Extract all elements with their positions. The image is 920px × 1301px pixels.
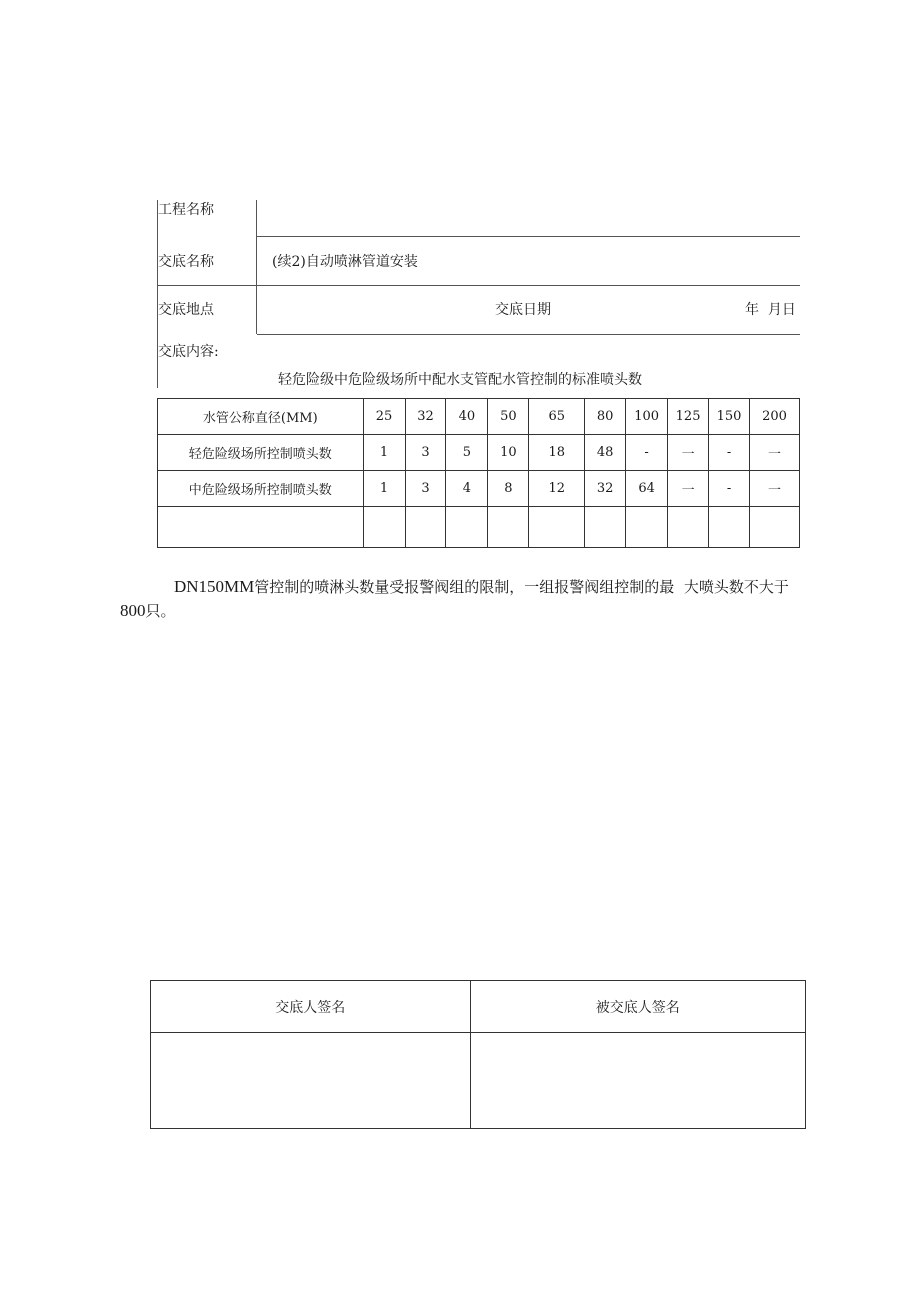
table-cell: 12 xyxy=(529,471,585,507)
table-cell: 8 xyxy=(488,471,529,507)
form-rule-2 xyxy=(157,285,800,286)
date-value: 年 月日 xyxy=(745,302,796,318)
table-cell xyxy=(585,507,626,548)
note-text: 管控制的喷淋头数量受报警阀组的限制，一组报警阀组控制的最 大喷头数不大于 xyxy=(254,578,789,596)
table-row xyxy=(151,981,806,1033)
date-label: 交底日期 xyxy=(495,302,551,318)
table-cell: 64 xyxy=(626,471,668,507)
diameter-cell: 50 xyxy=(488,399,529,435)
content-label: 交底内容: xyxy=(158,344,219,360)
table-cell: - xyxy=(709,471,750,507)
table-row xyxy=(158,399,800,435)
table-cell xyxy=(363,507,405,548)
table-cell: 1 xyxy=(363,471,405,507)
table-row xyxy=(158,471,800,507)
spec-table-caption: 轻危险级中危险级场所中配水支管配水管控制的标准喷头数 xyxy=(278,372,642,388)
receiver-signature-label: 被交底人签名 xyxy=(470,981,806,1033)
table-cell: - xyxy=(626,435,668,471)
table-row-empty xyxy=(158,507,800,548)
diameter-cell: 200 xyxy=(750,399,800,435)
diameter-cell: 80 xyxy=(585,399,626,435)
note-line-1 xyxy=(120,575,810,599)
diameter-cell: 40 xyxy=(446,399,488,435)
table-cell: 1 xyxy=(363,435,405,471)
table-cell xyxy=(158,507,364,548)
table-cell: 一 xyxy=(750,435,800,471)
signature-table xyxy=(150,980,806,1129)
table-cell xyxy=(488,507,529,548)
form-rule-1 xyxy=(257,236,800,237)
giver-signature-field[interactable] xyxy=(151,1033,471,1129)
table-cell xyxy=(709,507,750,548)
note-line-2 xyxy=(120,599,810,623)
sprinkler-spec-table xyxy=(157,398,800,548)
table-cell xyxy=(626,507,668,548)
table-cell: 一 xyxy=(668,471,709,507)
note-max-count: 800 xyxy=(120,601,146,620)
table-cell: 10 xyxy=(488,435,529,471)
table-cell: 一 xyxy=(668,435,709,471)
receiver-signature-field[interactable] xyxy=(470,1033,806,1129)
form-label-divider xyxy=(256,200,257,334)
project-name-label: 工程名称 xyxy=(158,202,214,218)
alarm-valve-note xyxy=(120,575,810,623)
diameter-cell: 32 xyxy=(405,399,446,435)
table-row xyxy=(158,435,800,471)
table-cell xyxy=(405,507,446,548)
light-hazard-label: 轻危险级场所控制喷头数 xyxy=(158,435,364,471)
table-cell xyxy=(446,507,488,548)
note-lead-code: DN150MM xyxy=(174,577,255,596)
table-cell: 18 xyxy=(529,435,585,471)
diameter-header-cell: 水管公称直径(MM) xyxy=(158,399,364,435)
table-cell: 4 xyxy=(446,471,488,507)
diameter-cell: 65 xyxy=(529,399,585,435)
note-text-end: 只。 xyxy=(145,602,176,620)
table-cell xyxy=(529,507,585,548)
table-cell: - xyxy=(709,435,750,471)
table-cell xyxy=(668,507,709,548)
table-cell: 3 xyxy=(405,435,446,471)
table-cell: 3 xyxy=(405,471,446,507)
table-cell: 一 xyxy=(750,471,800,507)
diameter-cell: 100 xyxy=(626,399,668,435)
medium-hazard-label: 中危险级场所控制喷头数 xyxy=(158,471,364,507)
diameter-cell: 25 xyxy=(363,399,405,435)
table-row xyxy=(151,1033,806,1129)
table-cell: 48 xyxy=(585,435,626,471)
topic-value: (续2)自动喷淋管道安装 xyxy=(272,254,418,270)
form-rule-3 xyxy=(257,334,800,335)
giver-signature-label: 交底人签名 xyxy=(151,981,471,1033)
diameter-cell: 125 xyxy=(668,399,709,435)
location-label: 交底地点 xyxy=(158,302,214,318)
topic-label: 交底名称 xyxy=(158,254,214,270)
table-cell: 5 xyxy=(446,435,488,471)
diameter-cell: 150 xyxy=(709,399,750,435)
table-cell: 32 xyxy=(585,471,626,507)
table-cell xyxy=(750,507,800,548)
